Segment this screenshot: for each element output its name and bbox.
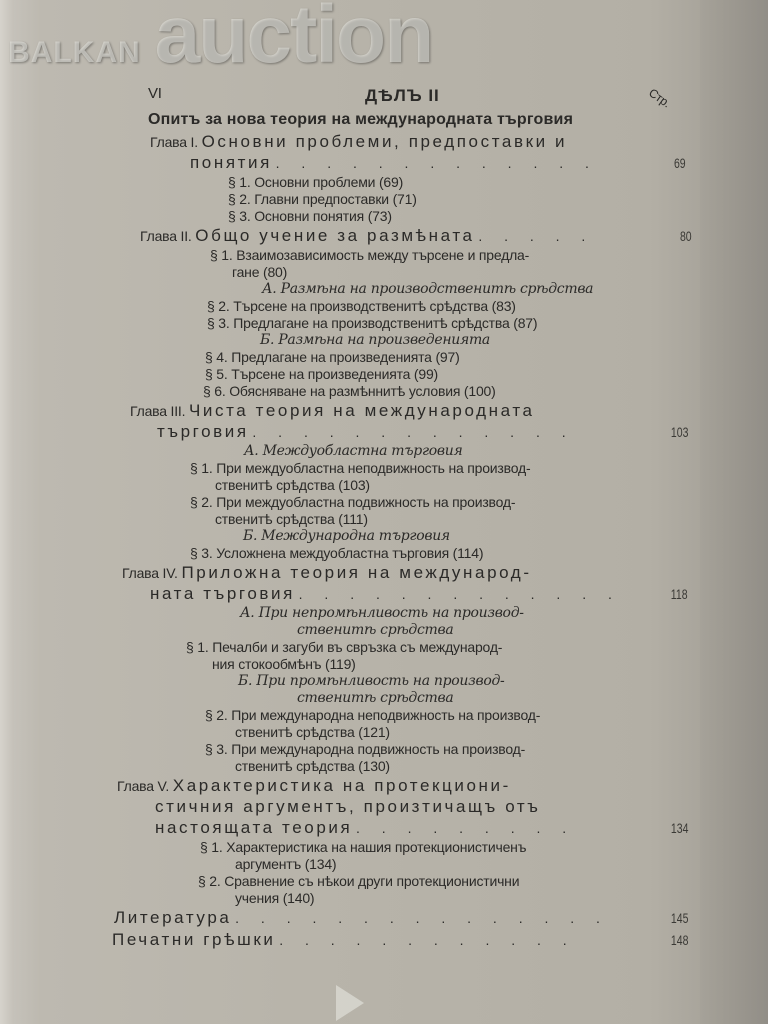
- watermark-line2: auction: [154, 0, 433, 80]
- page-ref: 69: [673, 155, 686, 171]
- toc-chapter-1-cont: [190, 153, 598, 173]
- chapter-label: Глава V.: [117, 778, 170, 794]
- part-title: ДѢЛЪ II: [365, 86, 440, 105]
- toc-chapter-3-cont: [157, 422, 575, 442]
- toc-section[interactable]: § 2. Търсене на производственитѣ срѣдства (83): [207, 298, 516, 314]
- toc-section[interactable]: § 1. Основни проблеми (69): [228, 174, 404, 190]
- page-ref: 145: [670, 910, 689, 926]
- watermark-line1: BALKAN: [8, 36, 141, 69]
- toc-subheading: Б. Международна търговия: [243, 528, 450, 544]
- toc-section-cont: гане (80): [232, 264, 288, 280]
- toc-section-cont: ственитѣ срѣдства (103): [215, 477, 370, 493]
- dot-leader: . . . . . . . . . . . . .: [275, 155, 598, 171]
- toc-chapter-5[interactable]: [117, 776, 511, 796]
- page-shadow: [700, 0, 768, 1024]
- toc-section[interactable]: § 5. Търсене на произведенията (99): [205, 366, 438, 382]
- toc-section-cont: ственитѣ срѣдства (111): [215, 511, 368, 527]
- toc-section-cont: ственитѣ срѣдства (121): [235, 724, 390, 740]
- toc-subheading: Б. При промѣнливость на производ-: [238, 673, 505, 689]
- toc-section[interactable]: § 6. Обясняване на размѣннитѣ условия (100): [203, 383, 496, 399]
- toc-section-cont: ственитѣ срѣдства (130): [235, 758, 390, 774]
- page-number: VI: [148, 85, 162, 102]
- toc-subheading-cont: ственитѣ срѣдства: [297, 622, 454, 638]
- toc-chapter-2[interactable]: [140, 226, 594, 246]
- chapter-title: Чиста теория на международната: [188, 401, 535, 420]
- dot-leader: . . . . . . . . . . . . .: [252, 424, 575, 440]
- toc-subheading: А. Размѣна на производственитѣ срѣдства: [262, 281, 594, 297]
- toc-chapter-5-cont: [155, 818, 575, 838]
- toc-subheading: А. Междуобластна търговия: [244, 443, 463, 459]
- toc-section[interactable]: § 3. Основни понятия (73): [228, 208, 392, 224]
- chapter-label: Глава III.: [130, 403, 186, 419]
- toc-chapter-5-cont: стичния аргументъ, произтичащъ отъ: [155, 797, 541, 816]
- page-ref: 103: [670, 424, 689, 440]
- toc-literature[interactable]: [114, 908, 609, 928]
- toc-section[interactable]: § 2. При междуобластна подвижность на производ-: [190, 494, 516, 510]
- part-subtitle: Опитъ за нова теория на международната търговия: [148, 111, 574, 128]
- dot-leader: . . . . . . . . . . . .: [279, 932, 576, 948]
- toc-errata[interactable]: [112, 930, 576, 950]
- chapter-label: Глава I.: [150, 134, 198, 150]
- toc-section[interactable]: § 1. При междуобластна неподвижность на производ-: [190, 460, 531, 476]
- toc-section-cont: ния стокообмѣнъ (119): [212, 656, 356, 672]
- toc-section[interactable]: § 1. Печалби и загуби въ свръзка съ международ-: [186, 639, 503, 655]
- toc-section[interactable]: § 1. Характеристика на нашия протекционистиченъ: [200, 839, 527, 855]
- toc-chapter-1[interactable]: [150, 132, 567, 152]
- chapter-title-cont: търговия: [157, 422, 249, 441]
- toc-section[interactable]: § 4. Предлагане на произведенията (97): [205, 349, 460, 365]
- page-ref: 134: [670, 820, 689, 836]
- toc-section-cont: аргументъ (134): [235, 856, 337, 872]
- toc-chapter-4-cont: [150, 584, 621, 604]
- page-ref: 118: [670, 586, 688, 602]
- dot-leader: . . . . . . . . . . . . .: [298, 586, 621, 602]
- toc-section[interactable]: § 3. Усложнена междуобластна търговия (114): [190, 545, 484, 561]
- dot-leader: . . . . .: [478, 228, 595, 244]
- toc-chapter-4[interactable]: [122, 563, 532, 583]
- page-column-label: Стр.: [646, 85, 674, 111]
- chapter-title-cont: ната търговия: [150, 584, 295, 603]
- chapter-title: Общо учение за размѣната: [195, 226, 475, 245]
- chapter-title: Литература: [114, 908, 232, 927]
- dot-leader: . . . . . . . . . . . . . . .: [235, 910, 609, 926]
- toc-section[interactable]: § 1. Взаимозависимость между търсене и предла-: [210, 247, 530, 263]
- play-icon: [336, 985, 364, 1021]
- toc-chapter-3[interactable]: [130, 401, 535, 421]
- chapter-title-cont: настоящата теория: [155, 818, 353, 837]
- chapter-label: Глава IV.: [122, 565, 178, 581]
- toc-section[interactable]: § 2. При международна неподвижность на производ-: [205, 707, 541, 723]
- toc-section[interactable]: § 2. Сравнение съ нѣкои други протекционистични: [198, 873, 520, 889]
- chapter-title-cont: понятия: [190, 153, 272, 172]
- toc-section[interactable]: § 3. Предлагане на производственитѣ срѣдства (87): [207, 315, 538, 331]
- toc-section[interactable]: § 3. При международна подвижность на производ-: [205, 741, 526, 757]
- page-ref: 80: [679, 228, 692, 244]
- dot-leader: . . . . . . . . .: [356, 820, 576, 836]
- chapter-title: Приложна теория на международ-: [181, 563, 532, 582]
- toc-subheading-cont: ственитѣ срѣдства: [297, 690, 454, 706]
- chapter-title: Печатни грѣшки: [112, 930, 276, 949]
- toc-subheading: Б. Размѣна на произведенията: [260, 332, 490, 348]
- chapter-title: Основни проблеми, предпоставки и: [201, 132, 568, 151]
- toc-subheading: А. При непромѣнливость на производ-: [240, 605, 524, 621]
- page-edge: [0, 0, 14, 1024]
- toc-section[interactable]: § 2. Главни предпоставки (71): [228, 191, 417, 207]
- watermark-logo: [8, 0, 433, 80]
- page-ref: 148: [670, 932, 689, 948]
- chapter-label: Глава II.: [140, 228, 192, 244]
- chapter-title: Характеристика на протекциони-: [172, 776, 511, 795]
- toc-section-cont: учения (140): [235, 890, 315, 906]
